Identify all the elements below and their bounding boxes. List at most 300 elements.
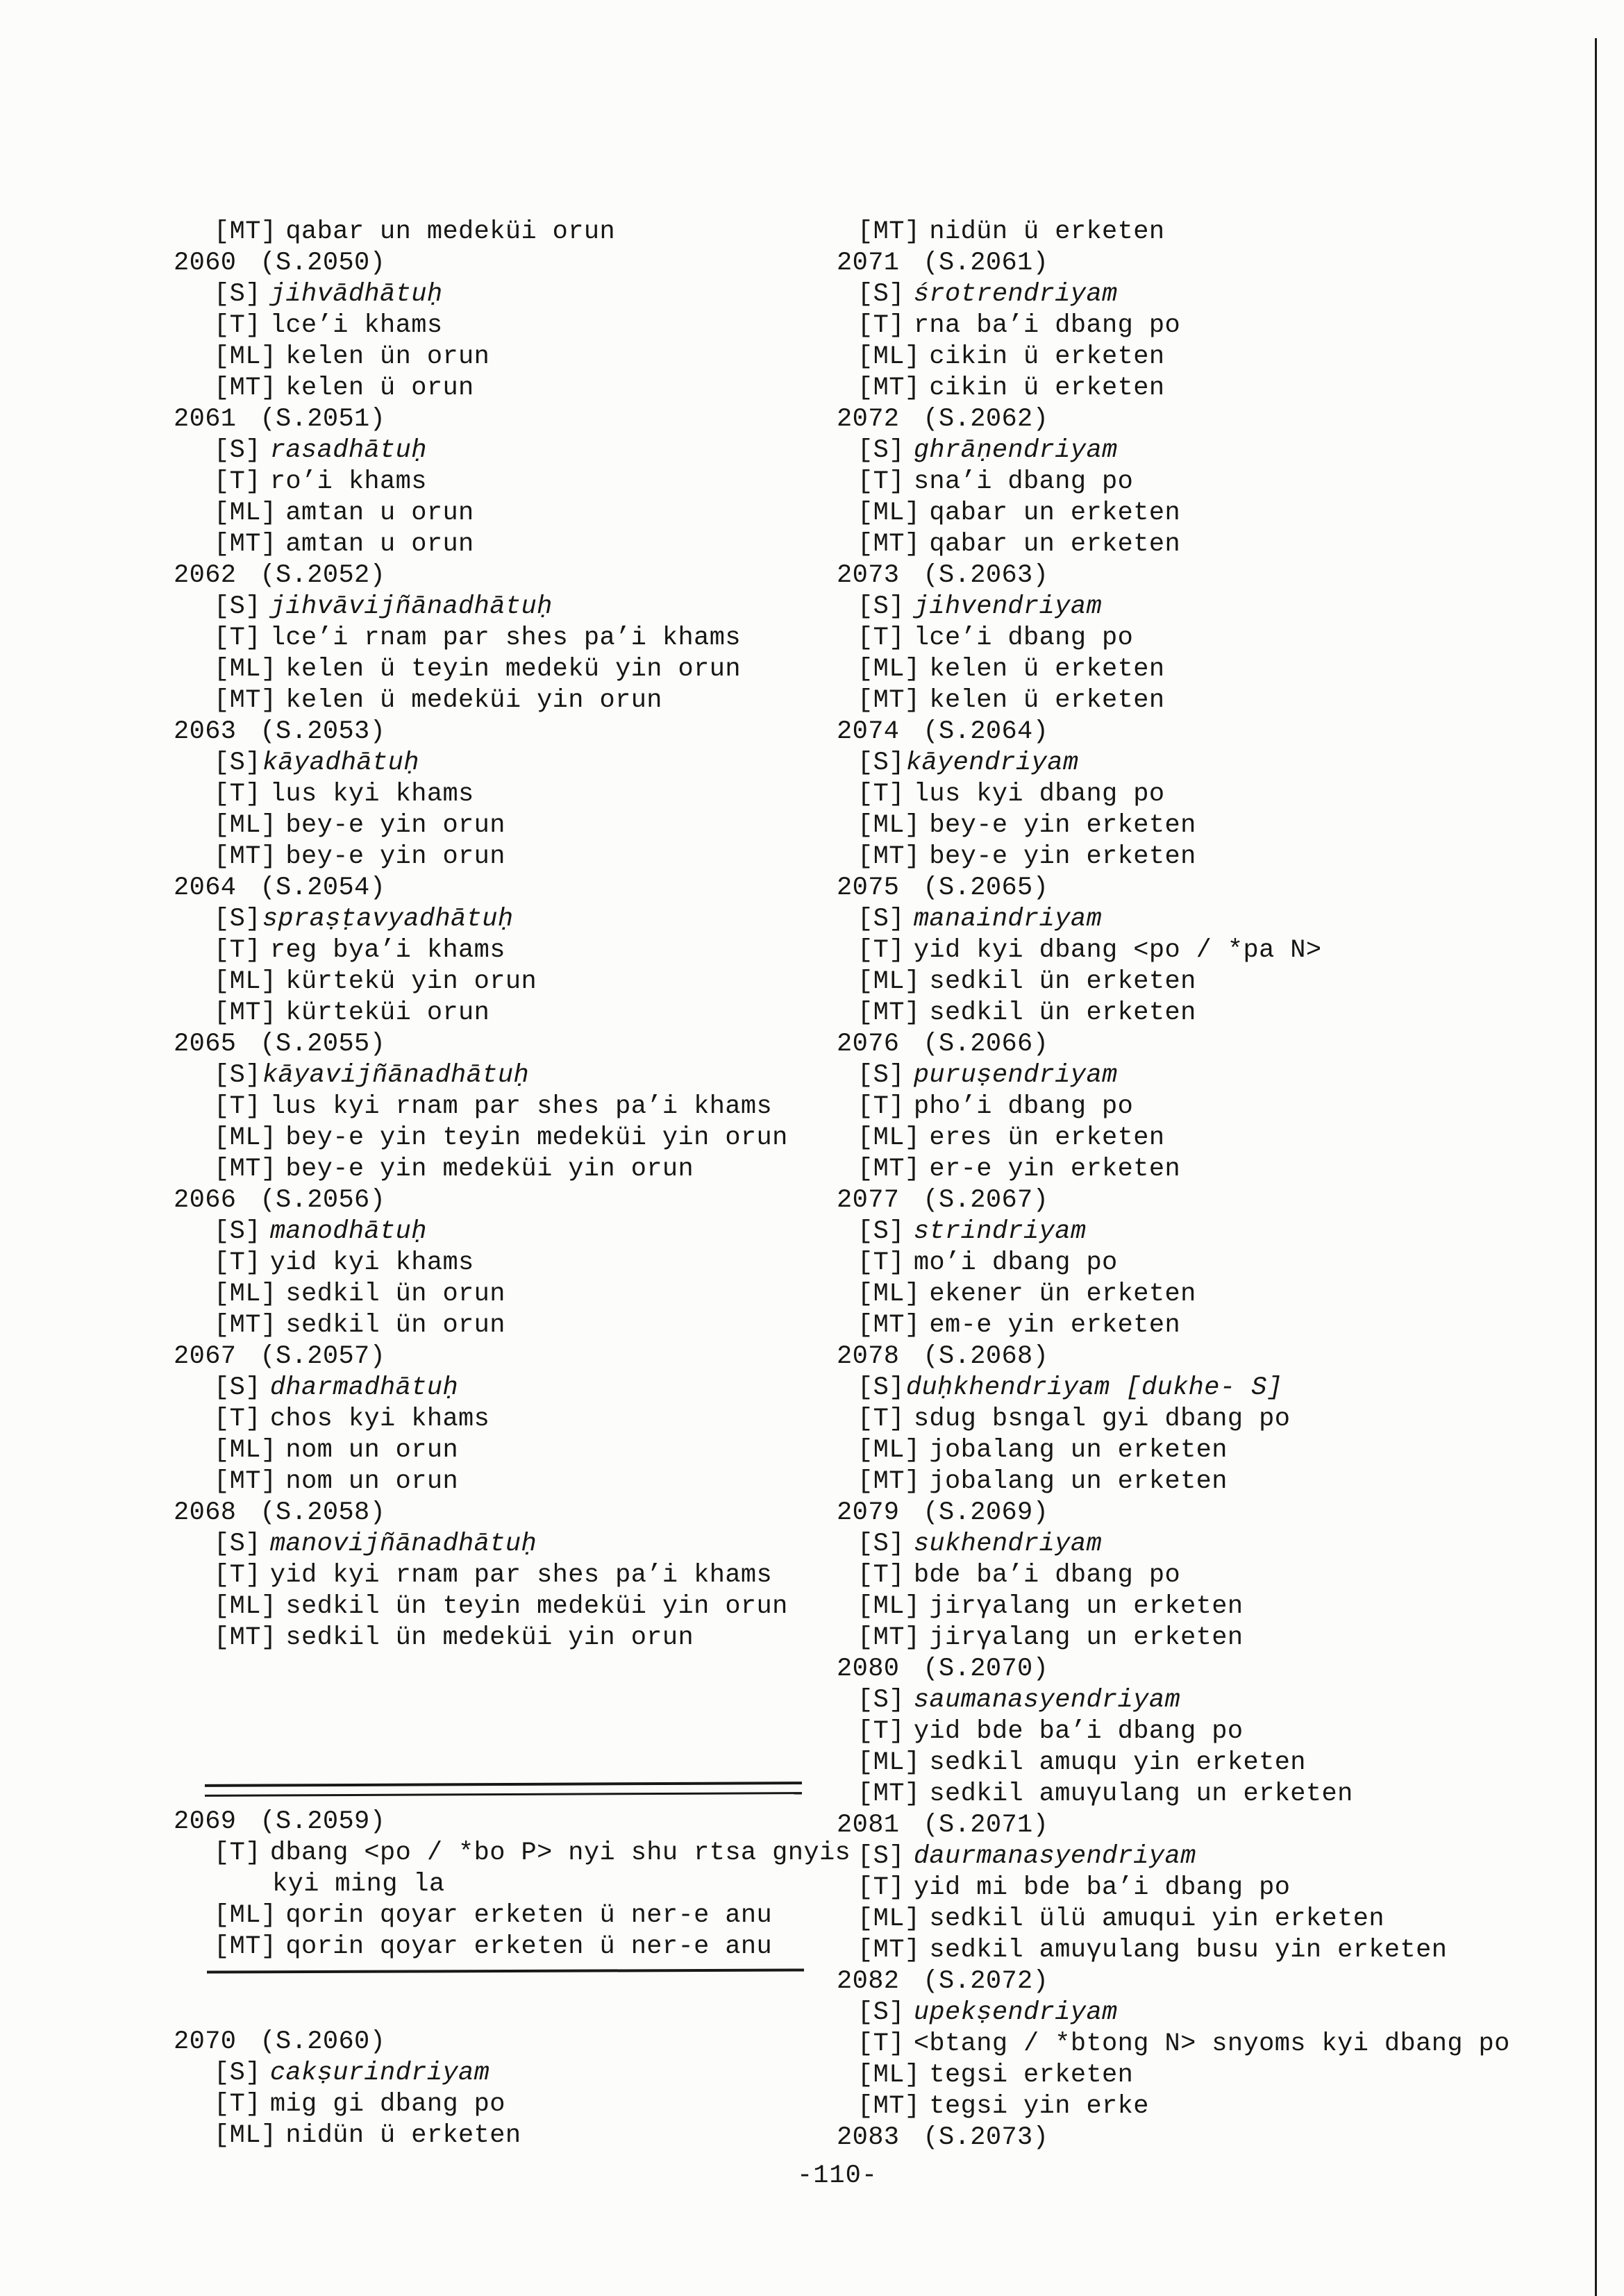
entry-field <box>174 1435 861 1466</box>
field-text: bde ba’i dbang po <box>913 1561 1181 1590</box>
page-edge-line <box>1595 38 1597 2296</box>
entry-field <box>174 966 861 998</box>
field-text: ghrāṇendriyam <box>913 436 1118 465</box>
field-text: spraṣṭavyadhātuḥ <box>262 905 514 934</box>
field-text: upekṣendriyam <box>913 1998 1118 2027</box>
field-text: pho’i dbang po <box>913 1092 1134 1121</box>
entry-header <box>837 1498 1573 1529</box>
entry-source-ref: (S.2062) <box>923 405 1049 434</box>
field-language-tag: [ML] <box>857 1280 921 1309</box>
entry-header <box>174 1341 861 1373</box>
entry-number: 2074 <box>837 717 900 746</box>
entry-field <box>174 904 861 935</box>
field-text: kelen ü medeküi yin orun <box>285 686 662 715</box>
entry-field <box>837 1529 1573 1560</box>
field-language-tag: [MT] <box>857 1779 921 1809</box>
field-text: er-e yin erketen <box>929 1155 1181 1184</box>
field-text: lce’i khams <box>269 311 443 340</box>
field-text: amtan u orun <box>285 530 474 559</box>
entry-field <box>837 748 1573 779</box>
field-text: cakṣurindriyam <box>269 2059 490 2088</box>
field-language-tag: [ML] <box>214 1436 277 1465</box>
field-text: kelen ü orun <box>285 374 474 403</box>
entry-source-ref: (S.2067) <box>923 1186 1049 1215</box>
field-text: śrotrendriyam <box>913 280 1118 309</box>
field-text: sna’i dbang po <box>913 467 1134 496</box>
field-language-tag: [MT] <box>214 1155 277 1184</box>
entry-field <box>174 1838 861 1869</box>
field-text: bey-e yin erketen <box>929 842 1196 871</box>
entry-field <box>837 592 1573 623</box>
field-language-tag: [MT] <box>214 1932 277 1961</box>
entry-source-ref: (S.2073) <box>923 2123 1049 2152</box>
field-text: lus kyi dbang po <box>913 780 1165 809</box>
field-language-tag: [ML] <box>857 1592 921 1621</box>
entry-field <box>174 435 861 467</box>
field-language-tag: [MT] <box>214 1623 277 1652</box>
entry-field <box>837 435 1573 467</box>
entry-header <box>837 717 1573 748</box>
field-language-tag: [ML] <box>214 1592 277 1621</box>
entry-header <box>837 404 1573 435</box>
field-text: sedkil ün orun <box>285 1280 505 1309</box>
entry-field <box>174 841 861 873</box>
column-gap <box>174 1972 861 2027</box>
entry-field <box>174 779 861 810</box>
field-language-tag: [MT] <box>214 1311 277 1340</box>
entry-field <box>174 279 861 310</box>
field-text: manaindriyam <box>913 905 1103 934</box>
entry-field <box>174 1529 861 1560</box>
field-text: tegsi yin erke <box>929 2092 1149 2121</box>
entry-field <box>837 279 1573 310</box>
field-language-tag: [S] <box>214 1373 261 1402</box>
entry-field <box>837 779 1573 810</box>
entry-field <box>837 1935 1573 1966</box>
field-language-tag: [ML] <box>214 1280 277 1309</box>
field-language-tag: [MT] <box>857 998 921 1028</box>
entry-header <box>174 1498 861 1529</box>
field-text: kelen ün orun <box>285 342 490 371</box>
field-language-tag: [S] <box>857 1373 905 1402</box>
entry-field <box>837 1685 1573 1716</box>
field-language-tag: [T] <box>214 1561 261 1590</box>
entry-field <box>837 529 1573 560</box>
field-text: qabar un medeküi orun <box>285 217 616 246</box>
field-text: cikin ü erketen <box>929 374 1165 403</box>
field-text: bey-e yin medeküi yin orun <box>285 1155 694 1184</box>
field-language-tag: [S] <box>857 1686 905 1715</box>
entry-header <box>837 1654 1573 1685</box>
field-language-tag: [T] <box>857 1873 905 1902</box>
entry-header <box>837 1810 1573 1841</box>
field-language-tag: [ML] <box>857 655 921 684</box>
entry-number: 2061 <box>174 405 237 434</box>
field-language-tag: [MT] <box>857 1467 921 1496</box>
entry-field <box>837 1591 1573 1623</box>
entry-field <box>837 841 1573 873</box>
entry-header <box>837 2122 1573 2154</box>
field-text: kelen ü erketen <box>929 655 1165 684</box>
left-column <box>174 217 861 2152</box>
field-text: lce’i rnam par shes pa’i khams <box>269 623 741 653</box>
field-language-tag: [T] <box>214 1405 261 1434</box>
entry-field <box>837 498 1573 529</box>
entry-header <box>837 1341 1573 1373</box>
entry-field <box>174 467 861 498</box>
field-text: duḥkhendriyam [dukhe- S] <box>905 1373 1283 1402</box>
entry-source-ref: (S.2057) <box>260 1342 386 1371</box>
entry-header <box>837 1029 1573 1060</box>
field-text: manodhātuḥ <box>269 1217 427 1246</box>
field-text: tegsi erketen <box>929 2061 1134 2090</box>
entry-header <box>174 404 861 435</box>
field-text: kürtekü yin orun <box>285 967 537 996</box>
field-language-tag: [ML] <box>214 655 277 684</box>
field-text: qorin qoyar erketen ü ner-e anu <box>285 1932 773 1961</box>
entry-source-ref: (S.2060) <box>260 2027 386 2056</box>
field-text: jihvāvijñānadhātuḥ <box>269 592 553 621</box>
field-text: sedkil ün teyin medeküi yin orun <box>285 1592 788 1621</box>
field-text: sukhendriyam <box>913 1530 1103 1559</box>
entry-field <box>174 1279 861 1310</box>
field-language-tag: [S] <box>214 748 261 778</box>
entry-source-ref: (S.2056) <box>260 1186 386 1215</box>
entry-header <box>174 248 861 279</box>
entry-number: 2081 <box>837 1811 900 1840</box>
entry-source-ref: (S.2052) <box>260 561 386 590</box>
field-text: bey-e yin teyin medeküi yin orun <box>285 1123 788 1153</box>
entry-field <box>174 1623 861 1654</box>
field-language-tag: [S] <box>214 1217 261 1246</box>
field-language-tag: [S] <box>214 905 261 934</box>
entry-field <box>174 623 861 654</box>
entry-field <box>837 1872 1573 1904</box>
field-language-tag: [T] <box>214 467 261 496</box>
field-text: ekener ün erketen <box>929 1280 1196 1309</box>
field-language-tag: [T] <box>857 1248 905 1277</box>
entry-header <box>837 873 1573 904</box>
entry-number: 2083 <box>837 2123 900 2152</box>
entry-field <box>837 1779 1573 1810</box>
field-text: bey-e yin orun <box>285 811 505 840</box>
field-language-tag: [ML] <box>857 1904 921 1934</box>
column-gap <box>174 1795 861 1807</box>
entry-header <box>174 560 861 592</box>
entry-field <box>837 1091 1573 1123</box>
entry-number: 2071 <box>837 249 900 278</box>
entry-field <box>837 935 1573 966</box>
entry-field <box>174 1900 861 1932</box>
entry-field <box>837 1623 1573 1654</box>
field-language-tag: [T] <box>214 2090 261 2119</box>
field-text: nom un orun <box>285 1467 459 1496</box>
entry-number: 2067 <box>174 1342 237 1371</box>
field-language-tag: [MT] <box>857 1155 921 1184</box>
field-language-tag: [S] <box>857 1061 905 1090</box>
field-text: bey-e yin erketen <box>929 811 1196 840</box>
field-text: qabar un erketen <box>929 498 1181 528</box>
entry-field <box>837 342 1573 373</box>
entry-field <box>174 592 861 623</box>
field-language-tag: [ML] <box>214 811 277 840</box>
field-language-tag: [MT] <box>214 530 277 559</box>
entry-number: 2063 <box>174 717 237 746</box>
entry-field <box>837 1279 1573 1310</box>
entry-header <box>837 248 1573 279</box>
field-text: amtan u orun <box>285 498 474 528</box>
entry-field <box>837 1904 1573 1935</box>
entry-number: 2079 <box>837 1498 900 1527</box>
field-language-tag: [T] <box>214 1092 261 1121</box>
entry-field <box>174 310 861 342</box>
entry-source-ref: (S.2064) <box>923 717 1049 746</box>
field-text: jobalang un erketen <box>929 1436 1228 1465</box>
field-text: sedkil amuγulang un erketen <box>929 1779 1353 1809</box>
entry-header <box>174 1807 861 1838</box>
field-language-tag: [MT] <box>214 842 277 871</box>
entry-source-ref: (S.2050) <box>260 249 386 278</box>
entry-field <box>837 373 1573 404</box>
field-text: kāyendriyam <box>905 748 1079 778</box>
entry-header <box>174 1029 861 1060</box>
entry-field <box>174 373 861 404</box>
entry-header <box>174 873 861 904</box>
field-text: sedkil ün erketen <box>929 967 1196 996</box>
entry-field <box>837 467 1573 498</box>
field-language-tag: [ML] <box>857 811 921 840</box>
field-text: kelen ü teyin medekü yin orun <box>285 655 741 684</box>
field-language-tag: [ML] <box>857 342 921 371</box>
field-text: yid kyi khams <box>269 1248 474 1277</box>
entry-number: 2077 <box>837 1186 900 1215</box>
entry-source-ref: (S.2071) <box>923 1811 1049 1840</box>
field-language-tag: [MT] <box>214 998 277 1028</box>
field-text: dharmadhātuḥ <box>269 1373 459 1402</box>
entry-field <box>837 810 1573 841</box>
entry-field <box>174 998 861 1029</box>
entry-field <box>837 1560 1573 1591</box>
entry-source-ref: (S.2065) <box>923 873 1049 903</box>
entry-field <box>174 1154 861 1185</box>
field-text: yid kyi rnam par shes pa’i khams <box>269 1561 773 1590</box>
entry-number: 2066 <box>174 1186 237 1215</box>
entry-number: 2082 <box>837 1967 900 1996</box>
field-text: lce’i dbang po <box>913 623 1134 653</box>
entry-field <box>837 966 1573 998</box>
field-language-tag: [S] <box>857 905 905 934</box>
entry-number: 2070 <box>174 2027 237 2056</box>
entry-source-ref: (S.2059) <box>260 1807 386 1836</box>
entry-field <box>837 1841 1573 1872</box>
field-language-tag: [ML] <box>214 498 277 528</box>
field-language-tag: [S] <box>214 280 261 309</box>
entry-field <box>174 1373 861 1404</box>
field-text: eres ün erketen <box>929 1123 1165 1153</box>
entry-source-ref: (S.2066) <box>923 1030 1049 1059</box>
field-language-tag: [T] <box>857 2029 905 2059</box>
field-language-tag: [T] <box>214 311 261 340</box>
field-text: ro’i khams <box>269 467 427 496</box>
field-text: jobalang un erketen <box>929 1467 1228 1496</box>
entry-source-ref: (S.2063) <box>923 561 1049 590</box>
entry-source-ref: (S.2070) <box>923 1654 1049 1684</box>
entry-field <box>174 1248 861 1279</box>
field-text: nom un orun <box>285 1436 459 1465</box>
field-text: kāyadhātuḥ <box>262 748 419 778</box>
field-text: bey-e yin orun <box>285 842 505 871</box>
field-text: chos kyi khams <box>269 1405 490 1434</box>
entry-source-ref: (S.2069) <box>923 1498 1049 1527</box>
entry-field <box>837 1997 1573 2029</box>
field-text: lus kyi khams <box>269 780 474 809</box>
field-language-tag: [S] <box>857 280 905 309</box>
field-language-tag: [ML] <box>857 498 921 528</box>
field-text: sedkil amuγulang busu yin erketen <box>929 1936 1448 1965</box>
entry-header <box>174 2027 861 2058</box>
field-language-tag: [S] <box>214 1530 261 1559</box>
field-language-tag: [MT] <box>857 374 921 403</box>
field-language-tag: [T] <box>214 623 261 653</box>
entry-field <box>174 1310 861 1341</box>
entry-field <box>837 1716 1573 1748</box>
entry-field <box>837 217 1573 248</box>
field-language-tag: [S] <box>214 1061 261 1090</box>
field-language-tag: [MT] <box>857 217 921 246</box>
field-language-tag: [ML] <box>214 1123 277 1153</box>
entry-field <box>174 1591 861 1623</box>
entry-field <box>174 1091 861 1123</box>
field-language-tag: [MT] <box>214 217 277 246</box>
entry-source-ref: (S.2053) <box>260 717 386 746</box>
field-language-tag: [T] <box>214 780 261 809</box>
entry-number: 2069 <box>174 1807 237 1836</box>
field-text: strindriyam <box>913 1217 1087 1246</box>
field-language-tag: [S] <box>214 592 261 621</box>
entry-field <box>837 1466 1573 1498</box>
entry-number: 2078 <box>837 1342 900 1371</box>
entry-number: 2075 <box>837 873 900 903</box>
entry-field <box>174 498 861 529</box>
field-text: lus kyi rnam par shes pa’i khams <box>269 1092 773 1121</box>
entry-source-ref: (S.2055) <box>260 1030 386 1059</box>
entry-number: 2073 <box>837 561 900 590</box>
field-language-tag: [MT] <box>857 1936 921 1965</box>
field-text: nidün ü erketen <box>285 2121 521 2150</box>
entry-field <box>837 2060 1573 2091</box>
entry-number: 2065 <box>174 1030 237 1059</box>
field-text: kelen ü erketen <box>929 686 1165 715</box>
field-language-tag: [S] <box>857 748 905 778</box>
entry-field <box>837 623 1573 654</box>
field-text: em-e yin erketen <box>929 1311 1181 1340</box>
entry-field <box>174 810 861 841</box>
entry-field <box>174 1060 861 1091</box>
field-language-tag: [S] <box>214 2059 261 2088</box>
field-language-tag: [MT] <box>857 1623 921 1652</box>
field-text: sedkil ün erketen <box>929 998 1196 1028</box>
continuation-line <box>174 1869 861 1900</box>
field-text: qabar un erketen <box>929 530 1181 559</box>
field-language-tag: [ML] <box>857 1436 921 1465</box>
field-text: mig gi dbang po <box>269 2090 505 2119</box>
entry-field <box>837 1154 1573 1185</box>
entry-field <box>174 1216 861 1248</box>
field-language-tag: [ML] <box>857 1123 921 1153</box>
entry-number: 2080 <box>837 1654 900 1684</box>
field-language-tag: [S] <box>857 1217 905 1246</box>
entry-field <box>174 1932 861 1963</box>
field-language-tag: [MT] <box>214 1467 277 1496</box>
entry-field <box>174 935 861 966</box>
field-text: jihvādhātuḥ <box>269 280 443 309</box>
field-text: manovijñānadhātuḥ <box>269 1530 537 1559</box>
field-text: kāyavijñānadhātuḥ <box>262 1061 530 1090</box>
field-text: rna ba’i dbang po <box>913 311 1181 340</box>
field-text: jirγalang un erketen <box>929 1592 1244 1621</box>
right-column <box>837 217 1573 2154</box>
entry-header <box>174 717 861 748</box>
entry-field <box>837 998 1573 1029</box>
entry-field <box>174 342 861 373</box>
field-text: jirγalang un erketen <box>929 1623 1244 1652</box>
field-language-tag: [MT] <box>857 1311 921 1340</box>
entry-number: 2072 <box>837 405 900 434</box>
field-language-tag: [ML] <box>214 967 277 996</box>
field-text: saumanasyendriyam <box>913 1686 1181 1715</box>
entry-source-ref: (S.2072) <box>923 1967 1049 1996</box>
entry-field <box>837 310 1573 342</box>
entry-number: 2062 <box>174 561 237 590</box>
field-language-tag: [S] <box>857 436 905 465</box>
field-text: sedkil ün medeküi yin orun <box>285 1623 694 1652</box>
field-language-tag: [S] <box>857 1998 905 2027</box>
field-language-tag: [T] <box>857 1092 905 1121</box>
entry-field <box>174 654 861 685</box>
field-text: kyi ming la <box>272 1870 445 1899</box>
entry-field <box>837 904 1573 935</box>
entry-source-ref: (S.2058) <box>260 1498 386 1527</box>
field-text: daurmanasyendriyam <box>913 1842 1196 1871</box>
entry-field <box>174 1123 861 1154</box>
field-text: mo’i dbang po <box>913 1248 1118 1277</box>
field-language-tag: [MT] <box>857 686 921 715</box>
field-text: puruṣendriyam <box>913 1061 1118 1090</box>
field-language-tag: [T] <box>857 311 905 340</box>
field-text: sedkil ün orun <box>285 1311 505 1340</box>
field-text: cikin ü erketen <box>929 342 1165 371</box>
entry-field <box>837 1373 1573 1404</box>
field-language-tag: [MT] <box>857 530 921 559</box>
field-language-tag: [ML] <box>214 1901 277 1930</box>
field-text: yid bde ba’i dbang po <box>913 1717 1244 1746</box>
field-language-tag: [T] <box>857 623 905 653</box>
field-text: <btang / *btong N> snyoms kyi dbang po <box>913 2029 1510 2059</box>
entry-field <box>174 1466 861 1498</box>
field-language-tag: [T] <box>857 1405 905 1434</box>
field-language-tag: [S] <box>857 1842 905 1871</box>
field-text: rasadhātuḥ <box>269 436 427 465</box>
entry-field <box>837 1060 1573 1091</box>
field-text: nidün ü erketen <box>929 217 1165 246</box>
field-language-tag: [T] <box>857 780 905 809</box>
entry-header <box>174 1185 861 1216</box>
field-language-tag: [S] <box>214 436 261 465</box>
entry-source-ref: (S.2068) <box>923 1342 1049 1371</box>
entry-header <box>837 1966 1573 1997</box>
field-text: jihvendriyam <box>913 592 1103 621</box>
field-language-tag: [MT] <box>214 686 277 715</box>
